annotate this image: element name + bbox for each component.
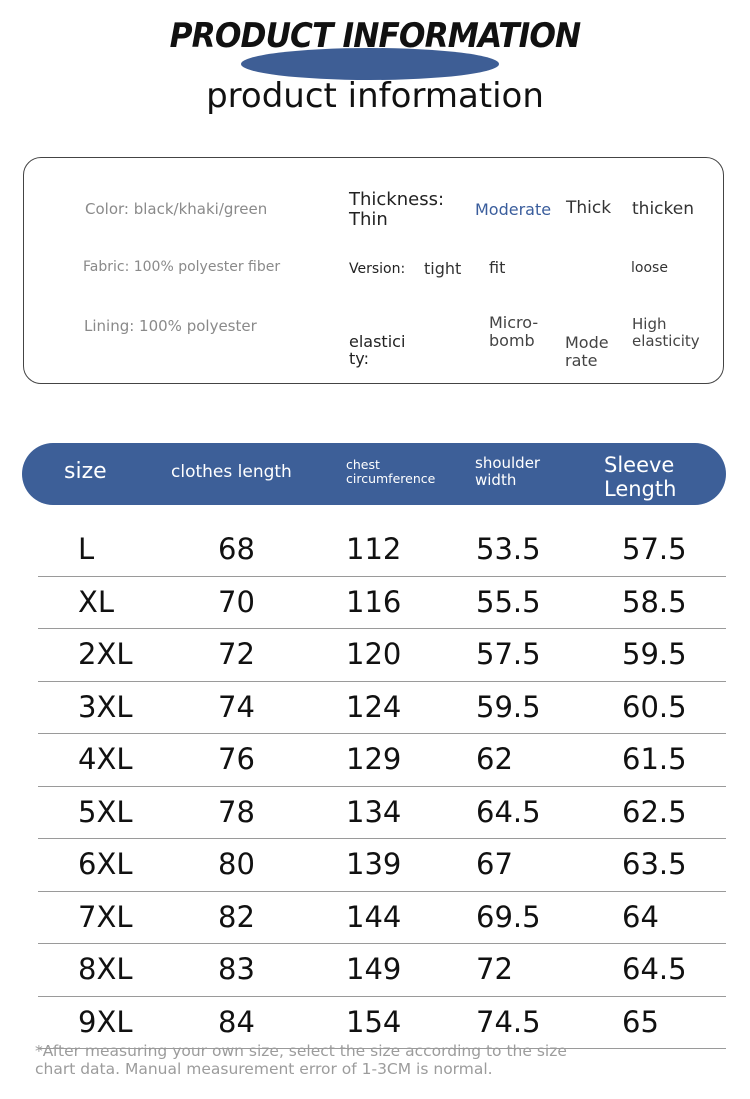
cell-sleeve: 63.5 [622,847,687,881]
cell-sleeve: 59.5 [622,637,687,671]
version-label: Version: [349,261,406,277]
elasticity-label [349,333,405,367]
cell-clothes-length: 72 [218,637,255,671]
cell-chest: 124 [346,689,402,724]
thickness-thick: Thick [566,198,612,218]
cell-size: 7XL [78,899,133,934]
cell-size: 2XL [78,637,133,671]
cell-clothes-length: 82 [218,899,255,934]
table-row [38,524,726,577]
cell-sleeve: 57.5 [622,532,687,566]
size-table-body [38,524,726,1049]
cell-shoulder: 53.5 [476,532,541,566]
footnote-line2: chart data. Manual measurement error of 1-3CM is normal. [35,1060,493,1078]
cell-chest: 129 [346,742,402,776]
table-row [38,682,726,735]
cell-chest: 139 [346,847,402,881]
table-row [38,629,726,682]
cell-size: 4XL [78,742,133,776]
table-row [38,787,726,840]
version-tight: tight [424,259,462,278]
elasticity-mode-line1: Mode [565,333,609,352]
cell-chest: 112 [346,532,402,566]
elasticity-high-line2: elasticity [632,332,700,350]
cell-shoulder: 74.5 [476,1004,541,1039]
cell-chest: 144 [346,899,402,934]
measurement-footnote [35,1042,655,1078]
elasticity-high [632,316,700,350]
table-row [38,892,726,945]
cell-clothes-length: 70 [218,584,255,619]
cell-shoulder: 72 [476,952,513,986]
cell-chest: 154 [346,1004,402,1039]
header-shoulder-line2: width [475,471,517,489]
thickness-moderate: Moderate [475,200,552,219]
cell-size: 6XL [78,847,133,881]
banner [0,14,750,74]
cell-sleeve: 60.5 [622,689,687,724]
version-fit: fit [489,258,506,277]
cell-sleeve: 61.5 [622,742,687,776]
lining-text: Lining: 100% polyester [84,317,257,335]
banner-title: PRODUCT INFORMATION [169,16,581,56]
cell-sleeve: 64 [622,899,659,934]
elasticity-high-line1: High [632,315,667,333]
cell-shoulder: 67 [476,847,513,881]
table-row [38,734,726,787]
cell-clothes-length: 83 [218,952,255,986]
thickness-thin: Thin [349,209,388,230]
cell-shoulder: 64.5 [476,794,541,829]
cell-shoulder: 69.5 [476,899,541,934]
header-chest-line1: chest [346,457,380,472]
version-loose: loose [631,260,668,276]
elasticity-label-line1: elastici [349,332,406,351]
header-chest [346,458,435,486]
header-clothes-length: clothes length [171,462,292,482]
header-sleeve-line2: Length [604,477,677,501]
thickness-thicken: thicken [632,199,694,219]
elasticity-micro-line2: bomb [489,331,535,350]
table-row [38,577,726,630]
cell-size: 9XL [78,1004,133,1039]
cell-size: 5XL [78,794,133,829]
cell-size: 8XL [78,952,133,986]
color-text: Color: black/khaki/green [85,200,268,218]
cell-chest: 149 [346,952,402,986]
cell-clothes-length: 76 [218,742,255,776]
cell-size: XL [78,584,115,619]
header-size: size [64,459,107,484]
cell-size: L [78,532,95,566]
fabric-text: Fabric: 100% polyester fiber [83,259,281,275]
elasticity-micro-line1: Micro- [489,313,539,332]
elasticity-label-line2: ty: [349,349,369,368]
elasticity-moderate [565,334,609,370]
cell-clothes-length: 68 [218,532,255,566]
footnote-line1: *After measuring your own size, select the size according to the size [35,1042,567,1060]
cell-shoulder: 59.5 [476,689,541,724]
cell-sleeve: 65 [622,1004,659,1039]
cell-shoulder: 55.5 [476,584,541,619]
page-subtitle: product information [206,76,544,116]
thickness-label [349,190,444,230]
cell-shoulder: 57.5 [476,637,541,671]
elasticity-mode-line2: rate [565,351,598,370]
header-sleeve-line1: Sleeve [604,453,675,477]
cell-size: 3XL [78,689,133,724]
cell-chest: 134 [346,794,402,829]
table-row [38,944,726,997]
size-table-header [22,443,726,505]
table-row [38,839,726,892]
cell-sleeve: 58.5 [622,584,687,619]
cell-shoulder: 62 [476,742,513,776]
cell-clothes-length: 84 [218,1004,255,1039]
header-shoulder-line1: shoulder [475,454,541,472]
header-shoulder [475,455,540,489]
cell-sleeve: 64.5 [622,952,687,986]
cell-chest: 116 [346,584,402,619]
cell-clothes-length: 74 [218,689,255,724]
header-sleeve [604,453,676,501]
cell-chest: 120 [346,637,402,671]
cell-clothes-length: 80 [218,847,255,881]
header-chest-line2: circumference [346,471,436,486]
elasticity-micro [489,314,538,350]
product-info-box [23,157,724,384]
cell-clothes-length: 78 [218,794,255,829]
cell-sleeve: 62.5 [622,794,687,829]
thickness-label-text: Thickness: [349,189,445,210]
